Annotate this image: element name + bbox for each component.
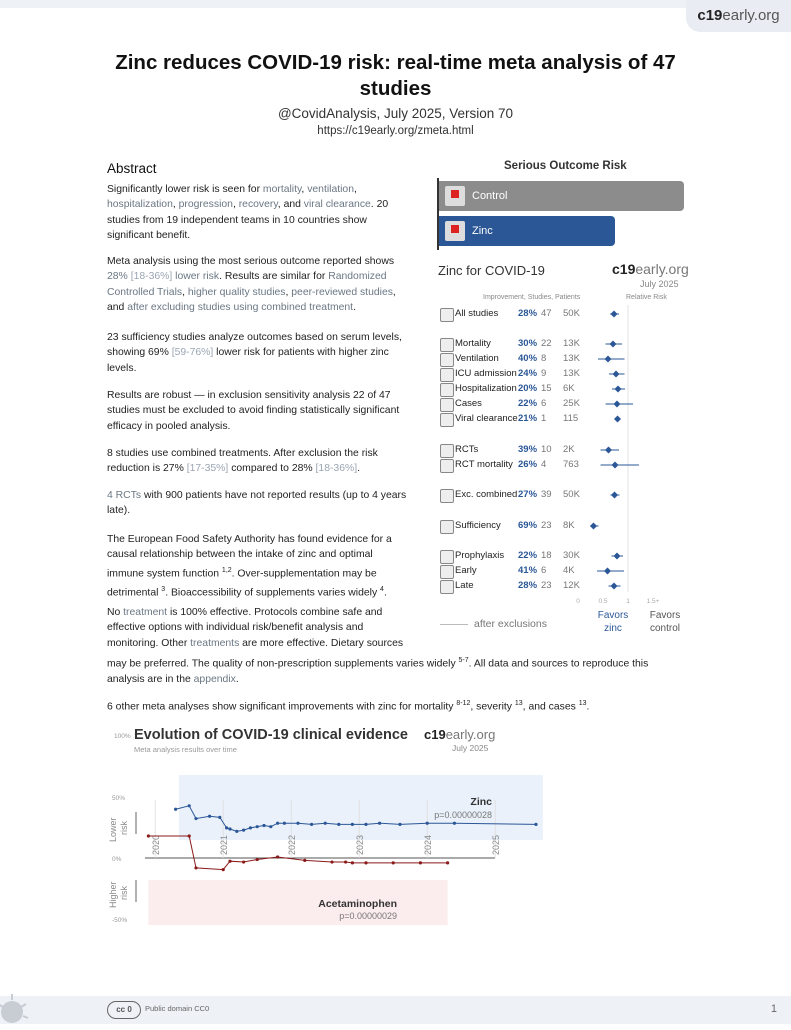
forest-header-left: Improvement, Studies, Patients [483, 294, 581, 301]
forest-row-name: Hospitalization [455, 383, 517, 394]
forest-row-patients: 115 [563, 413, 579, 424]
forest-row-patients: 12K [563, 580, 580, 591]
acet-series-line [148, 836, 447, 870]
outcome-icon [440, 520, 454, 534]
acet-point [419, 861, 422, 864]
acet-point [194, 866, 197, 869]
forest-point [610, 341, 617, 348]
outcome-icon [440, 338, 454, 352]
zinc-point [364, 823, 367, 826]
zinc-point [269, 825, 272, 828]
serious-outcome-title: Serious Outcome Risk [504, 160, 627, 172]
forest-row-studies: 10 [541, 444, 552, 455]
forest-tick-label: 0.5 [598, 598, 608, 605]
abstract-paragraph-3: 23 sufficiency studies analyze outcomes based on serum levels, showing 69% [59-76%] lower risk for patients with higher zinc levels. [107, 332, 402, 374]
forest-row-name: Ventilation [455, 353, 499, 364]
zinc-point [426, 822, 429, 825]
forest-row-improvement: 26% [518, 459, 538, 470]
forest-tick-label: 1 [626, 598, 630, 605]
forest-row-patients: 25K [563, 398, 580, 409]
acet-point [344, 860, 347, 863]
zinc-point [228, 827, 231, 830]
forest-tick-label: 0 [576, 598, 580, 605]
link-4-rcts[interactable]: 4 RCTs [107, 490, 142, 501]
forest-point [611, 583, 618, 590]
acet-point [276, 855, 279, 858]
acet-point [147, 834, 150, 837]
forest-row-patients: 6K [563, 383, 575, 394]
evo-lower-risk-label: Lower [108, 817, 118, 842]
zinc-point [208, 815, 211, 818]
zinc-point [324, 822, 327, 825]
forest-point [614, 553, 621, 560]
acet-p-value: p=0.00000029 [339, 911, 397, 921]
link-treatment[interactable]: treatment [123, 607, 168, 618]
abstract-paragraph-2: Meta analysis using the most serious outcome reported shows 28% [18-36%] lower risk. Results are similar for Randomized Controlled Trials, higher quality studies, peer-reviewed studies, and after excluding studies using combined treatment. [107, 256, 396, 314]
forest-row-studies: 6 [541, 398, 547, 409]
forest-row-name: Late [455, 580, 474, 591]
forest-tick-label: 1.5+ [646, 598, 660, 605]
forest-row-studies: 23 [541, 580, 552, 591]
forest-row-improvement: 21% [518, 413, 538, 424]
forest-row-patients: 8K [563, 520, 575, 531]
abstract-paragraph-4: Results are robust — in exclusion sensitivity analysis 22 of 47 studies must be excluded to avoid finding statistically significant efficacy in pooled analysis. [107, 390, 400, 432]
forest-plot-svg [570, 300, 690, 610]
acet-point [351, 861, 354, 864]
favors-control-label: Favors control [649, 610, 681, 634]
zinc-point [218, 816, 221, 819]
forest-row-improvement: 30% [518, 338, 538, 349]
forest-row-studies: 23 [541, 520, 552, 531]
evo-y-50-label: 50% [112, 795, 126, 802]
forest-row-name: Mortality [455, 338, 491, 349]
evo-year-label: 2025 [491, 834, 502, 855]
zinc-point [337, 823, 340, 826]
zinc-point [256, 825, 259, 828]
link-recovery[interactable]: recovery [238, 199, 278, 211]
evo-year-label: 2024 [423, 834, 434, 855]
acet-point [446, 861, 449, 864]
acet-point [188, 834, 191, 837]
forest-row-patients: 13K [563, 338, 580, 349]
forest-row-name: RCTs [455, 444, 479, 455]
page-url[interactable]: https://c19early.org/zmeta.html [317, 125, 474, 137]
forest-row-improvement: 22% [518, 398, 538, 409]
abstract-paragraph-6: 4 RCTs with 900 patients have not reported results (up to 4 years late). [107, 490, 407, 517]
evo-y-neg-label: -50% [112, 917, 128, 924]
forest-row-studies: 22 [541, 338, 552, 349]
forest-row-improvement: 27% [518, 489, 538, 500]
forest-logo: c19early.org [612, 261, 689, 277]
acet-series-label: Acetaminophen [318, 898, 397, 910]
evo-higher-risk-label: Higher [108, 881, 118, 908]
outcome-icon [440, 459, 454, 473]
outcome-icon [440, 550, 454, 564]
evo-y-top-label: 100% [114, 733, 131, 740]
link-treatments[interactable]: treatments [190, 637, 240, 649]
forest-point [612, 462, 619, 469]
cc-license-icon[interactable]: cc 0 [107, 1001, 141, 1019]
forest-point [605, 447, 612, 454]
forest-row-name: Sufficiency [455, 520, 501, 531]
link-mortality[interactable]: mortality [262, 184, 302, 195]
forest-row-patients: 30K [563, 550, 580, 561]
evo-year-label: 2022 [287, 834, 298, 855]
zinc-point [188, 804, 191, 807]
forest-row-studies: 9 [541, 368, 547, 379]
zinc-point [194, 817, 197, 820]
top-bar [0, 0, 791, 8]
forest-row-patients: 50K [563, 489, 580, 500]
forest-row-patients: 13K [563, 353, 580, 364]
forest-point [614, 416, 621, 423]
evo-year-label: 2023 [355, 834, 366, 855]
zinc-point [378, 822, 381, 825]
hospital-icon [445, 186, 465, 206]
zinc-point [249, 826, 252, 829]
forest-row-improvement: 28% [518, 308, 538, 319]
forest-row-improvement: 20% [518, 383, 538, 394]
evo-year-label: 2021 [219, 834, 230, 855]
forest-title: Zinc for COVID-19 [438, 263, 545, 278]
link-progression[interactable]: progression [178, 199, 233, 211]
forest-row-improvement: 69% [518, 520, 538, 531]
zinc-point [262, 824, 265, 827]
acet-point [256, 858, 259, 861]
forest-row-name: Prophylaxis [455, 550, 505, 561]
forest-point [615, 386, 622, 393]
after-exclusions-legend: after exclusions [440, 618, 547, 630]
zinc-point [534, 823, 537, 826]
forest-row-studies: 18 [541, 550, 552, 561]
acet-point [222, 868, 225, 871]
abstract-paragraph-1: Significantly lower risk is seen for mortality, ventilation, hospitalization, progression, recovery, and viral clearance. 20 studies from 19 independent teams in 10 countries show significant benefit. [107, 184, 389, 242]
zinc-point [296, 822, 299, 825]
zinc-point [174, 808, 177, 811]
evolution-logo: c19early.org [424, 727, 496, 742]
serious-outcome-bar-control [439, 181, 684, 211]
forest-point [604, 568, 611, 575]
forest-row-name: Exc. combined [455, 489, 518, 500]
abstract-paragraph-8: No treatment is 100% effective. Protocols combine safe and effective options with individual risk/benefit analysis and monitoring. Other treatments are more effective. Dietary sources [107, 607, 404, 649]
virus-icon [0, 990, 34, 1030]
forest-row-name: Early [455, 565, 477, 576]
serious-outcome-bar-label: Control [472, 190, 508, 202]
abstract-paragraph-7: The European Food Safety Authority has found evidence for a causal relationship between the intake of zinc and optimal immune system function $^{1,2}$. Over-supplementation may be detrimental $^3$. Bioaccessibility of supplements varies widely $^4$. [107, 534, 392, 599]
abstract-paragraph-8b: may be preferred. The quality of non-prescription supplements varies widely $^{5-7}$. All data and sources to reproduce this analysis are in the appendix. [107, 657, 649, 685]
outcome-icon [440, 383, 454, 397]
outcome-icon [440, 565, 454, 579]
zinc-p-value: p=0.00000028 [434, 810, 492, 820]
forest-point [613, 371, 620, 378]
acet-ci-band [148, 880, 447, 925]
acet-point [303, 859, 306, 862]
page-number: 1 [770, 1003, 777, 1015]
link-viral-clearance[interactable]: viral clearance [303, 199, 371, 211]
forest-row-name: Viral clearance [455, 413, 518, 424]
forest-row-patients: 763 [563, 459, 579, 470]
acet-point [330, 860, 333, 863]
zinc-point [235, 830, 238, 833]
abstract-heading: Abstract [107, 161, 157, 176]
forest-row-patients: 2K [563, 444, 575, 455]
forest-row-improvement: 28% [518, 580, 538, 591]
zinc-point [276, 822, 279, 825]
zinc-point [225, 826, 228, 829]
abstract-paragraph-9: 6 other meta analyses show significant improvements with zinc for mortality $^{8-12}$, severity $^{13}$, and cases $^{13}$. [107, 700, 590, 713]
evolution-title: Evolution of COVID-19 clinical evidence [134, 727, 408, 743]
forest-row-improvement: 24% [518, 368, 538, 379]
zinc-point [310, 823, 313, 826]
hospital-icon [445, 221, 465, 241]
outcome-icon [440, 398, 454, 412]
evo-y-0-label: 0% [112, 856, 122, 863]
page-title: Zinc reduces COVID-19 risk: real-time meta analysis of 47 studies [115, 51, 676, 100]
outcome-icon [440, 308, 454, 322]
site-logo[interactable]: c19early.org [686, 0, 791, 32]
page-subtitle: @CovidAnalysis, July 2025, Version 70 [277, 106, 514, 121]
license-text: Public domain CC0 [145, 1004, 210, 1013]
abstract-paragraph-5: 8 studies use combined treatments. After exclusion the risk reduction is 27% [17-35%] compared to 28% [18-36%]. [107, 448, 378, 475]
forest-row-improvement: 22% [518, 550, 538, 561]
favors-zinc-label: Favors zinc [597, 610, 629, 634]
outcome-icon [440, 580, 454, 594]
forest-point [590, 523, 597, 530]
link-higher-quality[interactable]: higher quality studies [187, 286, 286, 298]
forest-row-patients: 13K [563, 368, 580, 379]
forest-row-name: RCT mortality [455, 459, 513, 470]
forest-row-studies: 1 [541, 413, 547, 424]
forest-row-studies: 8 [541, 353, 547, 364]
evolution-subtitle: Meta analysis results over time [134, 745, 237, 754]
outcome-icon [440, 413, 454, 427]
outcome-icon [440, 353, 454, 367]
forest-row-name: All studies [455, 308, 499, 319]
forest-date: July 2025 [640, 279, 679, 289]
forest-row-patients: 4K [563, 565, 575, 576]
zinc-point [398, 823, 401, 826]
forest-point [605, 356, 612, 363]
zinc-point [283, 822, 286, 825]
evolution-date: July 2025 [452, 743, 489, 753]
acet-point [392, 861, 395, 864]
link-rct[interactable]: Randomized Controlled Trials [107, 271, 387, 298]
zinc-point [242, 829, 245, 832]
forest-row-improvement: 40% [518, 353, 538, 364]
link-exclude-combined[interactable]: after excluding studies using combined treatment [127, 302, 354, 314]
link-hospitalization[interactable]: hospitalization [107, 199, 173, 211]
forest-row-name: ICU admission [455, 368, 517, 379]
evo-lower-risk-label-2: risk [119, 821, 129, 835]
zinc-series-label: Zinc [470, 796, 492, 808]
evo-year-label: 2020 [151, 834, 162, 855]
link-ventilation[interactable]: ventilation [307, 184, 354, 195]
acet-point [242, 860, 245, 863]
forest-point [611, 311, 618, 318]
outcome-icon [440, 444, 454, 458]
forest-point [614, 401, 621, 408]
link-peer-reviewed[interactable]: peer-reviewed studies [291, 286, 393, 298]
forest-row-studies: 15 [541, 383, 552, 394]
evolution-chart-svg [100, 730, 500, 930]
link-appendix[interactable]: appendix [193, 673, 236, 685]
zinc-point [453, 822, 456, 825]
forest-row-studies: 39 [541, 489, 552, 500]
forest-header-right: Relative Risk [626, 294, 667, 301]
serious-outcome-bar-label: Zinc [472, 225, 493, 237]
outcome-icon [440, 368, 454, 382]
zinc-point [351, 823, 354, 826]
acet-point [364, 861, 367, 864]
outcome-icon [440, 489, 454, 503]
forest-row-studies: 4 [541, 459, 547, 470]
forest-row-patients: 50K [563, 308, 580, 319]
forest-row-studies: 47 [541, 308, 552, 319]
acet-point [228, 860, 231, 863]
forest-row-studies: 6 [541, 565, 547, 576]
serious-outcome-bar-zinc [439, 216, 615, 246]
forest-row-name: Cases [455, 398, 482, 409]
forest-row-improvement: 39% [518, 444, 538, 455]
forest-row-improvement: 41% [518, 565, 538, 576]
evo-higher-risk-label-2: risk [119, 886, 129, 900]
forest-point [611, 492, 618, 499]
